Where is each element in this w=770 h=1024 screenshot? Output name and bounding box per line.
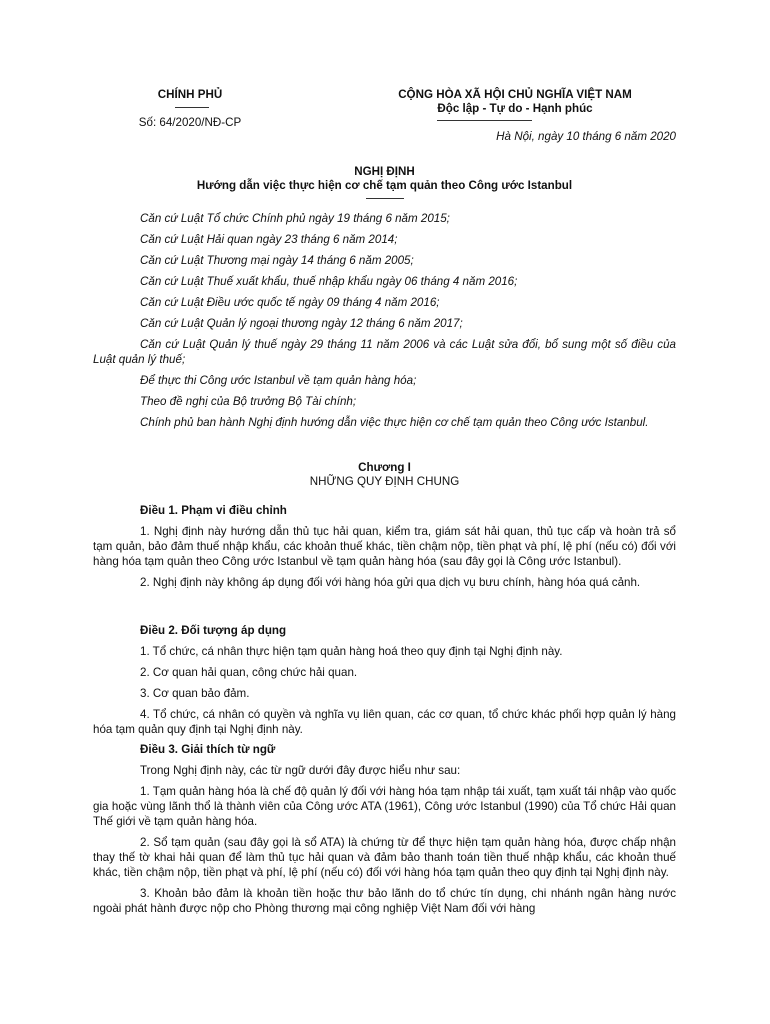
article-paragraph: 1. Tổ chức, cá nhân thực hiện tạm quản hàng hoá theo quy định tại Nghị định này.: [140, 645, 563, 658]
article-paragraph: 2. Sổ tạm quản (sau đây gọi là sổ ATA) là chứng từ để thực hiện tạm quản hàng hóa, được chấp nhận thay thế tờ khai hải quan để làm thủ tục hải quan và đảm bảo thanh toán tiền thuế nhập khẩu, các khoản thuế khác, tiền chậm nộp, tiền phạt và phí, lệ phí (nếu có) đối với hàng hóa tạm quản theo quy định tại Nghị định này.: [93, 836, 676, 879]
issuing-agency: CHÍNH PHỦ: [157, 88, 223, 101]
article-heading: Điều 2. Đối tượng áp dụng: [140, 624, 287, 637]
article-heading: Điều 3. Giải thích từ ngữ: [140, 743, 276, 756]
title-underline: [366, 198, 404, 199]
preamble-item: Căn cứ Luật Tổ chức Chính phủ ngày 19 tháng 6 năm 2015;: [140, 212, 450, 225]
article-paragraph: 4. Tổ chức, cá nhân có quyền và nghĩa vụ liên quan, các cơ quan, tổ chức khác phối hợp quản lý hàng hóa tạm quản quy định tại Nghị định này.: [93, 708, 676, 736]
preamble-item: Căn cứ Luật Hải quan ngày 23 tháng 6 năm 2014;: [140, 233, 398, 246]
article-paragraph: 1. Tạm quản hàng hóa là chế độ quản lý đối với hàng hóa tạm nhập tái xuất, tạm xuất tái nhập vào quốc gia hoặc vùng lãnh thổ là thành viên của Công ước ATA (1961), Công ước Istanbul (1990) của Tổ chức Hải quan Thế giới về tạm quản hàng hóa.: [93, 785, 676, 828]
preamble-item: Chính phủ ban hành Nghị định hướng dẫn việc thực hiện cơ chế tạm quản theo Công ước Istanbul.: [140, 416, 649, 429]
preamble-item: Để thực thi Công ước Istanbul về tạm quản hàng hóa;: [140, 374, 417, 387]
preamble-item: Căn cứ Luật Quản lý thuế ngày 29 tháng 11 năm 2006 và các Luật sửa đổi, bổ sung một số điều của Luật quản lý thuế;: [93, 338, 676, 366]
motto-underline: [437, 120, 532, 121]
preamble-item: Căn cứ Luật Thương mại ngày 14 tháng 6 năm 2005;: [140, 254, 414, 267]
article-paragraph: 3. Cơ quan bảo đảm.: [140, 687, 250, 700]
article-3: [93, 742, 676, 916]
document-number: Số: 64/2020/NĐ-CP: [138, 116, 242, 129]
article-paragraph: 2. Nghị định này không áp dụng đối với hàng hóa gửi qua dịch vụ bưu chính, hàng hóa quá cảnh.: [140, 576, 641, 589]
article-paragraph: 2. Cơ quan hải quan, công chức hải quan.: [140, 666, 358, 679]
agency-underline: [175, 107, 209, 108]
country-name: CỘNG HÒA XÃ HỘI CHỦ NGHĨA VIỆT NAM: [398, 88, 632, 101]
article-1: [93, 503, 676, 590]
preamble-item: Căn cứ Luật Quản lý ngoại thương ngày 12 tháng 6 năm 2017;: [140, 317, 463, 330]
article-paragraph: 3. Khoản bảo đảm là khoản tiền hoặc thư bảo lãnh do tổ chức tín dụng, chi nhánh ngân hàng nước ngoài phát hành được nộp cho Phòng thương mại công nghiệp Việt Nam đối với hàng: [93, 887, 676, 915]
preamble-item: Theo đề nghị của Bộ trưởng Bộ Tài chính;: [140, 395, 357, 408]
preamble: [93, 211, 676, 430]
document-type: NGHỊ ĐỊNH: [354, 165, 415, 178]
document-subject: Hướng dẫn việc thực hiện cơ chế tạm quản theo Công ước Istanbul: [196, 179, 573, 192]
chapter-number: Chương I: [358, 461, 411, 474]
national-motto: Độc lập - Tự do - Hạnh phúc: [437, 102, 593, 115]
article-2: [93, 623, 676, 737]
preamble-item: Căn cứ Luật Điều ước quốc tế ngày 09 tháng 4 năm 2016;: [140, 296, 440, 309]
article-paragraph: 1. Nghị định này hướng dẫn thủ tục hải quan, kiểm tra, giám sát hải quan, thủ tục cấp và hoàn trả sổ tạm quản, bảo đảm thuế nhập khẩu, các khoản thuế khác, tiền chậm nộp, tiền phạt và phí, lệ phí (nếu có) đối với hàng hóa tạm quản theo Công ước Istanbul về tạm quản hàng hóa (sau đây gọi là Công ước Istanbul).: [93, 525, 676, 568]
chapter-title: NHỮNG QUY ĐỊNH CHUNG: [309, 475, 460, 488]
preamble-item: Căn cứ Luật Thuế xuất khẩu, thuế nhập khẩu ngày 06 tháng 4 năm 2016;: [140, 275, 518, 288]
place-and-date: Hà Nội, ngày 10 tháng 6 năm 2020: [496, 130, 676, 143]
article-paragraph: Trong Nghị định này, các từ ngữ dưới đây được hiểu như sau:: [140, 764, 461, 777]
article-heading: Điều 1. Phạm vi điều chỉnh: [140, 504, 287, 517]
